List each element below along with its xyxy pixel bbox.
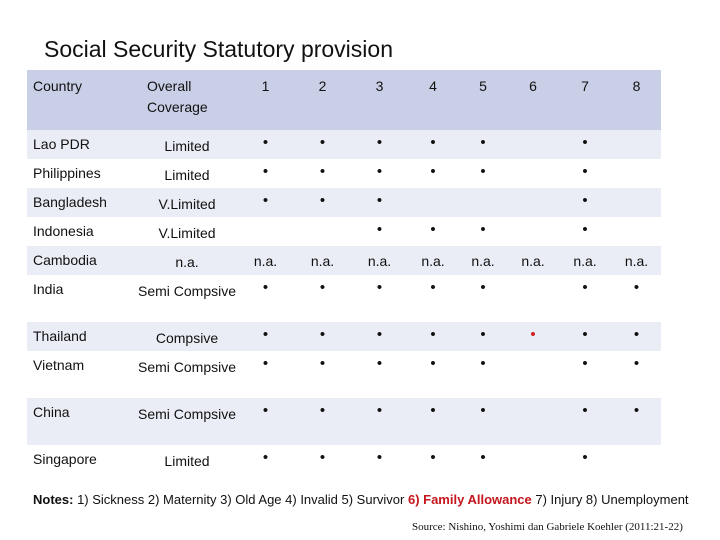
provision-cell-4 [408, 188, 458, 217]
provision-cell-3: • [351, 275, 408, 322]
provision-cell-2: • [294, 159, 351, 188]
provision-cell-6 [508, 188, 558, 217]
provision-cell-2: • [294, 445, 351, 474]
provision-cell-4: • [408, 159, 458, 188]
table-row [27, 130, 661, 159]
provision-cell-8 [612, 217, 661, 246]
provision-cell-3: • [351, 130, 408, 159]
provision-cell-8: n.a. [612, 246, 661, 275]
table-row [27, 246, 661, 275]
header-country: Country [27, 70, 137, 130]
provision-cell-7: • [558, 217, 612, 246]
provision-cell-1 [237, 217, 294, 246]
provision-cell-8 [612, 130, 661, 159]
provision-cell-2: • [294, 130, 351, 159]
provision-cell-5: • [458, 159, 508, 188]
provision-cell-5: • [458, 130, 508, 159]
header-col-4: 4 [408, 70, 458, 130]
provision-cell-7: • [558, 188, 612, 217]
provision-cell-1: • [237, 275, 294, 322]
header-col-1: 1 [237, 70, 294, 130]
provision-cell-2: • [294, 398, 351, 445]
provision-cell-7: • [558, 445, 612, 474]
country-cell: Thailand [27, 322, 137, 351]
table-row [27, 445, 661, 474]
provision-cell-5: • [458, 217, 508, 246]
provision-cell-1: • [237, 398, 294, 445]
provision-cell-3: • [351, 217, 408, 246]
country-cell: Singapore [27, 445, 137, 474]
provision-cell-4: • [408, 130, 458, 159]
provision-cell-1: n.a. [237, 246, 294, 275]
country-cell: Lao PDR [27, 130, 137, 159]
slide-title: Social Security Statutory provision [44, 36, 393, 62]
country-cell: Cambodia [27, 246, 137, 275]
provision-cell-4: • [408, 398, 458, 445]
provision-cell-7: • [558, 159, 612, 188]
provision-cell-3: • [351, 398, 408, 445]
provision-cell-2: n.a. [294, 246, 351, 275]
provision-cell-7: • [558, 130, 612, 159]
provision-cell-8: • [612, 322, 661, 351]
country-cell: Philippines [27, 159, 137, 188]
notes [33, 490, 693, 509]
provision-cell-6: • [508, 322, 558, 351]
coverage-cell: V.Limited [137, 217, 237, 246]
provision-cell-5: n.a. [458, 246, 508, 275]
provision-cell-6 [508, 130, 558, 159]
table-row [27, 159, 661, 188]
provision-cell-7: • [558, 322, 612, 351]
coverage-cell: Limited [137, 130, 237, 159]
provision-cell-7: • [558, 398, 612, 445]
provision-cell-8: • [612, 275, 661, 322]
header-col-5: 5 [458, 70, 508, 130]
coverage-cell: Limited [137, 445, 237, 474]
provision-cell-6: n.a. [508, 246, 558, 275]
provision-cell-1: • [237, 159, 294, 188]
provision-cell-5: • [458, 398, 508, 445]
provision-cell-3: • [351, 188, 408, 217]
provision-cell-6 [508, 398, 558, 445]
provision-cell-7: n.a. [558, 246, 612, 275]
provision-cell-5: • [458, 351, 508, 398]
provision-cell-1: • [237, 351, 294, 398]
provision-cell-8 [612, 445, 661, 474]
provision-table [27, 70, 661, 474]
table-row [27, 275, 661, 322]
header-col-6: 6 [508, 70, 558, 130]
provision-cell-1: • [237, 322, 294, 351]
provision-cell-4: • [408, 351, 458, 398]
notes-part1: 1) Sickness 2) Maternity 3) Old Age 4) Invalid 5) Survivor [73, 492, 408, 507]
provision-cell-4: • [408, 275, 458, 322]
provision-cell-4: n.a. [408, 246, 458, 275]
provision-cell-6 [508, 351, 558, 398]
provision-cell-3: • [351, 159, 408, 188]
header-coverage: Overall Coverage [137, 70, 237, 130]
provision-cell-2: • [294, 322, 351, 351]
coverage-cell: Compsive [137, 322, 237, 351]
provision-cell-6 [508, 217, 558, 246]
provision-cell-2 [294, 217, 351, 246]
table-row [27, 217, 661, 246]
provision-cell-7: • [558, 351, 612, 398]
provision-cell-3: n.a. [351, 246, 408, 275]
source-citation: Source: Nishino, Yoshimi dan Gabriele Koehler (2011:21-22) [412, 521, 683, 533]
provision-cell-3: • [351, 322, 408, 351]
table-header [27, 70, 661, 130]
header-col-3: 3 [351, 70, 408, 130]
header-col-7: 7 [558, 70, 612, 130]
notes-family-allowance: 6) Family Allowance [407, 492, 532, 507]
provision-cell-5 [458, 188, 508, 217]
provision-cell-3: • [351, 351, 408, 398]
provision-cell-8 [612, 188, 661, 217]
country-cell: Bangladesh [27, 188, 137, 217]
country-cell: India [27, 275, 137, 322]
table-row [27, 322, 661, 351]
provision-cell-3: • [351, 445, 408, 474]
provision-cell-5: • [458, 445, 508, 474]
provision-cell-5: • [458, 322, 508, 351]
provision-cell-6 [508, 159, 558, 188]
provision-cell-6 [508, 445, 558, 474]
table-row [27, 188, 661, 217]
provision-cell-7: • [558, 275, 612, 322]
provision-cell-6 [508, 275, 558, 322]
provision-cell-2: • [294, 275, 351, 322]
table-row [27, 398, 661, 445]
provision-cell-4: • [408, 322, 458, 351]
header-col-2: 2 [294, 70, 351, 130]
header-col-8: 8 [612, 70, 661, 130]
provision-cell-2: • [294, 188, 351, 217]
provision-cell-1: • [237, 445, 294, 474]
coverage-cell: Semi Compsive [137, 351, 237, 398]
provision-cell-5: • [458, 275, 508, 322]
coverage-cell: Limited [137, 159, 237, 188]
country-cell: Vietnam [27, 351, 137, 398]
table-row [27, 351, 661, 398]
provision-cell-4: • [408, 445, 458, 474]
country-cell: China [27, 398, 137, 445]
coverage-cell: Semi Compsive [137, 275, 237, 322]
provision-cell-4: • [408, 217, 458, 246]
notes-part2: 7) Injury 8) Unemployment [531, 492, 689, 507]
coverage-cell: V.Limited [137, 188, 237, 217]
provision-cell-1: • [237, 130, 294, 159]
provision-cell-8: • [612, 398, 661, 445]
provision-cell-8: • [612, 351, 661, 398]
provision-cell-1: • [237, 188, 294, 217]
coverage-cell: Semi Compsive [137, 398, 237, 445]
provision-cell-8 [612, 159, 661, 188]
provision-cell-2: • [294, 351, 351, 398]
country-cell: Indonesia [27, 217, 137, 246]
notes-lead: Notes: [33, 492, 74, 507]
coverage-cell: n.a. [137, 246, 237, 275]
